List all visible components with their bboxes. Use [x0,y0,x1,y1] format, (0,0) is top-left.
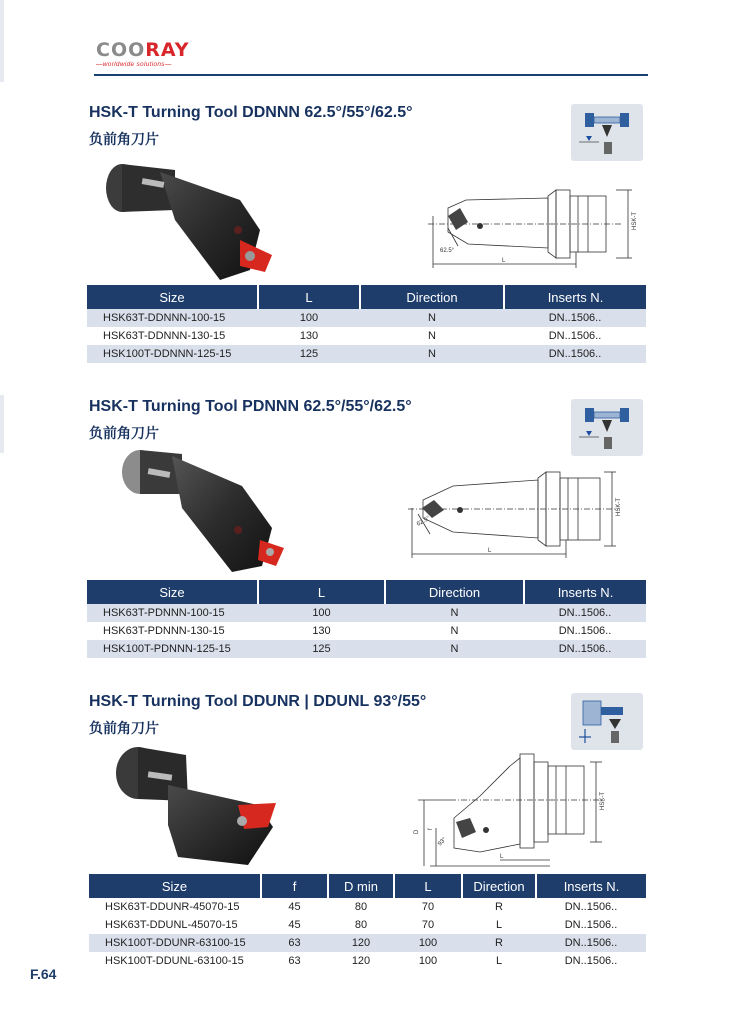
table-row [87,622,646,640]
drawing-length-label: L [502,258,506,264]
technical-drawing-ddnnn [428,186,648,271]
cell-f: 45 [261,916,328,934]
drawing-angle-label: 62.5° [416,515,432,528]
spec-table-ddnnn [87,285,646,363]
cell-size: HSK100T-DDUNL-63100-15 [89,952,261,970]
column-header: L [258,580,385,604]
spec-table-ddunr [89,874,646,970]
cell-inserts: DN..1506.. [504,327,646,345]
header-rule [94,74,648,76]
column-header: Size [89,874,261,898]
column-header: D min [328,874,394,898]
table-row [89,952,646,970]
table-row [87,327,646,345]
cell-size: HSK100T-DDNNN-125-15 [87,345,258,363]
cell-inserts: DN..1506.. [524,640,646,658]
technical-drawing-ddunr [410,748,635,870]
margin-tab [0,0,4,82]
cell-inserts: DN..1506.. [536,952,646,970]
cell-direction: L [462,952,536,970]
cell-l: 125 [258,640,385,658]
cell-l: 70 [394,916,462,934]
machining-icon [571,399,643,456]
cell-inserts: DN..1506.. [504,309,646,327]
page-number: F.64 [30,966,57,982]
brand-logo [96,40,206,68]
cell-direction: R [462,934,536,952]
cell-size: HSK63T-DDNNN-100-15 [87,309,258,327]
drawing-angle-label: 93° [437,836,448,848]
cell-inserts: DN..1506.. [536,898,646,916]
cell-direction: L [462,916,536,934]
column-header: L [394,874,462,898]
cell-dmin: 120 [328,934,394,952]
tool-photo-ddnnn [100,160,290,285]
drawing-angle-label: 62.5° [440,248,455,254]
cell-inserts: DN..1506.. [536,934,646,952]
column-header: f [261,874,328,898]
column-header: L [258,285,360,309]
table-row [89,934,646,952]
cell-size: HSK63T-PDNNN-100-15 [87,604,258,622]
table-row [89,898,646,916]
machining-icon [571,693,643,750]
cell-direction: N [360,327,504,345]
cell-direction: N [360,309,504,327]
table-row [89,916,646,934]
column-header: Size [87,285,258,309]
cell-l: 100 [394,934,462,952]
cell-l: 130 [258,327,360,345]
cell-l: 125 [258,345,360,363]
cell-direction: N [385,640,524,658]
cell-inserts: DN..1506.. [524,622,646,640]
cell-f: 63 [261,934,328,952]
column-header: Inserts N. [504,285,646,309]
drawing-height-label: HSK-T [616,498,622,516]
technical-drawing-pdnnn [408,468,633,563]
cell-inserts: DN..1506.. [504,345,646,363]
cell-size: HSK63T-DDUNL-45070-15 [89,916,261,934]
cell-dmin: 120 [328,952,394,970]
column-header: Direction [462,874,536,898]
cell-direction: N [385,604,524,622]
table-row [87,604,646,622]
drawing-f-label: f [428,828,434,830]
section-title: HSK-T Turning Tool DDUNR | DDUNL 93°/55° [89,693,427,710]
cell-dmin: 80 [328,916,394,934]
drawing-height-label: HSK-T [600,792,606,810]
table-row [87,345,646,363]
drawing-height-label: HSK-T [632,212,638,230]
section-title: HSK-T Turning Tool DDNNN 62.5°/55°/62.5° [89,104,413,121]
cell-direction: R [462,898,536,916]
column-header: Direction [385,580,524,604]
tool-photo-pdnnn [112,448,292,578]
logo-tagline: —worldwide solutions— [96,61,172,68]
cell-direction: N [385,622,524,640]
logo-part-a: COO [96,39,146,61]
cell-size: HSK100T-PDNNN-125-15 [87,640,258,658]
table-row [87,640,646,658]
cell-direction: N [360,345,504,363]
column-header: Direction [360,285,504,309]
cell-inserts: DN..1506.. [536,916,646,934]
drawing-length-label: L [500,854,504,860]
section-subtitle: 负前角刀片 [89,132,159,148]
cell-l: 130 [258,622,385,640]
cell-size: HSK63T-PDNNN-130-15 [87,622,258,640]
cell-f: 45 [261,898,328,916]
spec-table-pdnnn [87,580,646,658]
section-subtitle: 负前角刀片 [89,426,159,442]
drawing-dia-label: D [414,829,420,834]
cell-l: 70 [394,898,462,916]
column-header: Size [87,580,258,604]
tool-photo-ddunr [108,745,288,875]
table-row [87,309,646,327]
cell-l: 100 [394,952,462,970]
cell-size: HSK63T-DDNNN-130-15 [87,327,258,345]
margin-tab [0,395,4,453]
logo-part-b: RAY [145,39,190,61]
cell-size: HSK100T-DDUNR-63100-15 [89,934,261,952]
cell-size: HSK63T-DDUNR-45070-15 [89,898,261,916]
drawing-length-label: L [488,548,492,554]
cell-dmin: 80 [328,898,394,916]
machining-icon [571,104,643,161]
section-title: HSK-T Turning Tool PDNNN 62.5°/55°/62.5° [89,398,412,415]
column-header: Inserts N. [524,580,646,604]
cell-l: 100 [258,604,385,622]
cell-f: 63 [261,952,328,970]
section-subtitle: 负前角刀片 [89,721,159,737]
cell-l: 100 [258,309,360,327]
cell-inserts: DN..1506.. [524,604,646,622]
column-header: Inserts N. [536,874,646,898]
